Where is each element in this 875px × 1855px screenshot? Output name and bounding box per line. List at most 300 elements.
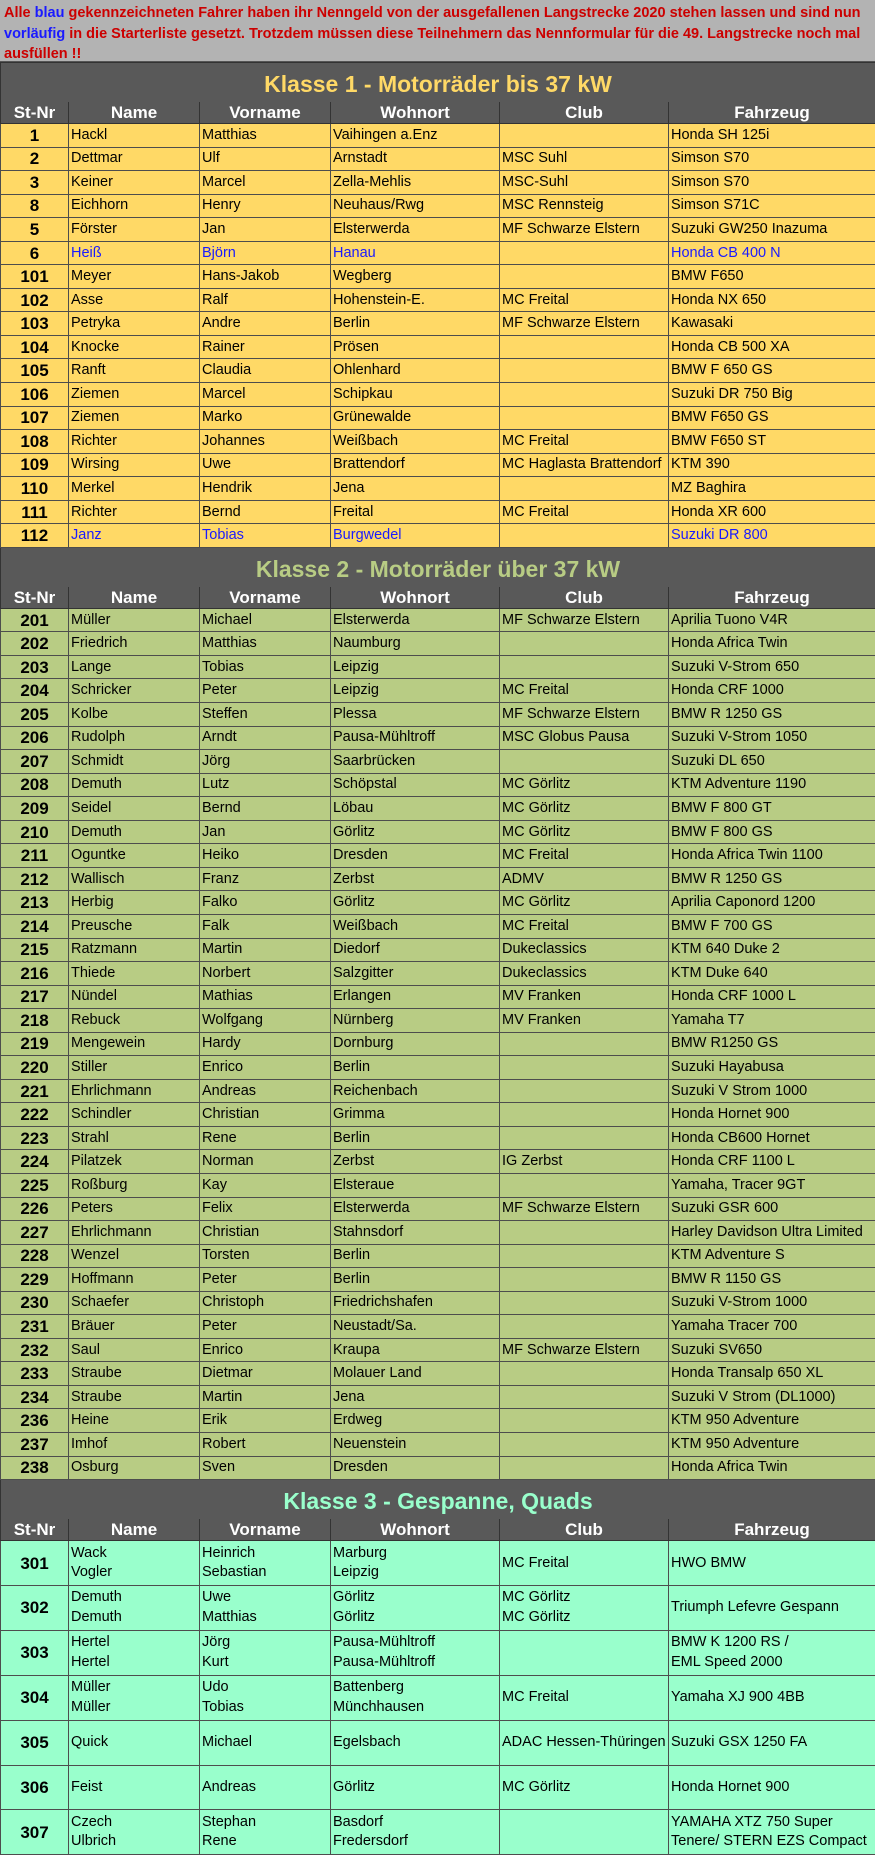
- table-row: [1, 1079, 875, 1103]
- start-number: 237: [1, 1432, 69, 1456]
- table-row: [1, 1409, 875, 1433]
- start-number: 224: [1, 1150, 69, 1174]
- cell-wohnort: Salzgitter: [331, 962, 500, 986]
- cell-name: Straube: [69, 1385, 200, 1409]
- cell-wohnort: Egelsbach: [331, 1720, 500, 1765]
- cell-fahrzeug: Simson S71C: [669, 194, 875, 218]
- cell-fahrzeug: BMW F 800 GS: [669, 820, 875, 844]
- start-number: 101: [1, 265, 69, 289]
- cell-fahrzeug: Triumph Lefevre Gespann: [669, 1585, 875, 1630]
- cell-name: Ziemen: [69, 383, 200, 407]
- cell-name: Petryka: [69, 312, 200, 336]
- cell-name: Preusche: [69, 914, 200, 938]
- table-row: [1, 1056, 875, 1080]
- cell-club: MC Freital: [500, 844, 669, 868]
- cell-name: Rebuck: [69, 1009, 200, 1033]
- start-number: 219: [1, 1032, 69, 1056]
- cell-fahrzeug: YAMAHA XTZ 750 Super Tenere/ STERN EZS Compact: [669, 1810, 875, 1855]
- cell-name: Imhof: [69, 1432, 200, 1456]
- start-number: 217: [1, 985, 69, 1009]
- cell-name: Asse: [69, 288, 200, 312]
- start-number: 214: [1, 914, 69, 938]
- cell-wohnort: Görlitz: [331, 1765, 500, 1810]
- cell-club: [500, 1079, 669, 1103]
- cell-name: Hoffmann: [69, 1268, 200, 1292]
- cell-vorname: Falko: [200, 891, 331, 915]
- cell-vorname: Heiko: [200, 844, 331, 868]
- start-number: 307: [1, 1810, 69, 1855]
- cell-vorname: Hans-Jakob: [200, 265, 331, 289]
- table-row: [1, 406, 875, 430]
- cell-fahrzeug: Simson S70: [669, 171, 875, 195]
- table-row: [1, 335, 875, 359]
- cell-vorname: Jan: [200, 820, 331, 844]
- cell-fahrzeug: BMW R 1250 GS: [669, 703, 875, 727]
- table-row: [1, 1630, 875, 1675]
- cell-fahrzeug: Suzuki SV650: [669, 1338, 875, 1362]
- cell-name: Schindler: [69, 1103, 200, 1127]
- start-number: 102: [1, 288, 69, 312]
- cell-club: [500, 265, 669, 289]
- cell-vorname: Claudia: [200, 359, 331, 383]
- cell-vorname: Arndt: [200, 726, 331, 750]
- cell-club: [500, 1315, 669, 1339]
- cell-vorname: Michael: [200, 608, 331, 632]
- class-title: Klasse 3 - Gespanne, Quads: [1, 1480, 875, 1520]
- notice-text-1: Alle: [4, 5, 35, 21]
- cell-club: [500, 406, 669, 430]
- cell-name: Janz: [69, 524, 200, 548]
- cell-vorname: Franz: [200, 867, 331, 891]
- cell-fahrzeug: Suzuki V-Strom 1000: [669, 1291, 875, 1315]
- cell-name: Oguntke: [69, 844, 200, 868]
- cell-fahrzeug: Suzuki DL 650: [669, 750, 875, 774]
- cell-fahrzeug: Yamaha XJ 900 4BB: [669, 1675, 875, 1720]
- cell-vorname: Lutz: [200, 773, 331, 797]
- column-header: Fahrzeug: [669, 102, 875, 124]
- column-header: Vorname: [200, 1519, 331, 1541]
- table-row: [1, 265, 875, 289]
- cell-vorname: Christoph: [200, 1291, 331, 1315]
- cell-club: MSC Rennsteig: [500, 194, 669, 218]
- cell-wohnort: Görlitz: [331, 820, 500, 844]
- cell-vorname: Johannes: [200, 430, 331, 454]
- cell-wohnort: Elsterwerda: [331, 1197, 500, 1221]
- table-row: [1, 1150, 875, 1174]
- cell-fahrzeug: Yamaha, Tracer 9GT: [669, 1173, 875, 1197]
- cell-fahrzeug: Kawasaki: [669, 312, 875, 336]
- cell-vorname: Rene: [200, 1126, 331, 1150]
- cell-fahrzeug: Simson S70: [669, 147, 875, 171]
- cell-vorname: Martin: [200, 938, 331, 962]
- start-number: 220: [1, 1056, 69, 1080]
- cell-club: [500, 1173, 669, 1197]
- column-header: St-Nr: [1, 1519, 69, 1541]
- start-number: 229: [1, 1268, 69, 1292]
- start-number: 301: [1, 1541, 69, 1586]
- cell-name: Nündel: [69, 985, 200, 1009]
- cell-fahrzeug: KTM Duke 640: [669, 962, 875, 986]
- table-row: [1, 1268, 875, 1292]
- cell-club: [500, 1409, 669, 1433]
- cell-vorname: Jan: [200, 218, 331, 242]
- cell-fahrzeug: KTM Adventure 1190: [669, 773, 875, 797]
- cell-fahrzeug: Honda Africa Twin: [669, 632, 875, 656]
- start-number: 5: [1, 218, 69, 242]
- cell-club: [500, 750, 669, 774]
- cell-fahrzeug: Aprilia Tuono V4R: [669, 608, 875, 632]
- table-row: [1, 1338, 875, 1362]
- cell-wohnort: Freital: [331, 500, 500, 524]
- table-row: [1, 632, 875, 656]
- cell-club: MC Görlitz: [500, 797, 669, 821]
- cell-name: Müller Müller: [69, 1675, 200, 1720]
- cell-name: Müller: [69, 608, 200, 632]
- cell-club: MC Görlitz: [500, 1765, 669, 1810]
- cell-fahrzeug: BMW R1250 GS: [669, 1032, 875, 1056]
- table-row: [1, 914, 875, 938]
- table-row: [1, 241, 875, 265]
- cell-name: Wallisch: [69, 867, 200, 891]
- cell-vorname: Felix: [200, 1197, 331, 1221]
- notice-text-2: gekennzeichneten Fahrer haben ihr Nenngeld von der ausgefallenen Langstrecke 2020 stehen lassen und sind nun: [64, 5, 860, 21]
- start-number: 211: [1, 844, 69, 868]
- start-number: 3: [1, 171, 69, 195]
- cell-club: [500, 1456, 669, 1480]
- cell-name: Demuth: [69, 773, 200, 797]
- cell-wohnort: Brattendorf: [331, 453, 500, 477]
- cell-club: MC Görlitz MC Görlitz: [500, 1585, 669, 1630]
- cell-name: Feist: [69, 1765, 200, 1810]
- cell-fahrzeug: Honda Africa Twin: [669, 1456, 875, 1480]
- start-number: 225: [1, 1173, 69, 1197]
- cell-wohnort: Prösen: [331, 335, 500, 359]
- class-title: Klasse 2 - Motorräder über 37 kW: [1, 547, 875, 587]
- cell-fahrzeug: KTM 950 Adventure: [669, 1432, 875, 1456]
- table-row: [1, 1810, 875, 1855]
- table-row: [1, 453, 875, 477]
- cell-name: Wack Vogler: [69, 1541, 200, 1586]
- cell-vorname: Jörg: [200, 750, 331, 774]
- cell-vorname: Peter: [200, 1315, 331, 1339]
- start-number: 1: [1, 124, 69, 148]
- cell-vorname: Bernd: [200, 797, 331, 821]
- cell-club: MC Freital: [500, 500, 669, 524]
- cell-wohnort: Burgwedel: [331, 524, 500, 548]
- cell-wohnort: Hohenstein-E.: [331, 288, 500, 312]
- table-row: [1, 1541, 875, 1586]
- column-header: Club: [500, 102, 669, 124]
- cell-name: Friedrich: [69, 632, 200, 656]
- table-row: [1, 867, 875, 891]
- column-header: Name: [69, 102, 200, 124]
- cell-name: Merkel: [69, 477, 200, 501]
- cell-fahrzeug: Yamaha T7: [669, 1009, 875, 1033]
- cell-name: Mengewein: [69, 1032, 200, 1056]
- notice-banner: [0, 0, 875, 62]
- cell-fahrzeug: Honda CB 400 N: [669, 241, 875, 265]
- cell-wohnort: Berlin: [331, 1268, 500, 1292]
- cell-vorname: Rainer: [200, 335, 331, 359]
- table-row: [1, 288, 875, 312]
- cell-club: MF Schwarze Elstern: [500, 312, 669, 336]
- start-number: 2: [1, 147, 69, 171]
- cell-vorname: Norbert: [200, 962, 331, 986]
- start-number: 8: [1, 194, 69, 218]
- cell-name: Saul: [69, 1338, 200, 1362]
- cell-club: ADAC Hessen-Thüringen: [500, 1720, 669, 1765]
- start-number: 306: [1, 1765, 69, 1810]
- table-row: [1, 1585, 875, 1630]
- cell-vorname: Robert: [200, 1432, 331, 1456]
- column-header-row: [1, 1519, 875, 1541]
- cell-fahrzeug: Honda CRF 1000 L: [669, 985, 875, 1009]
- cell-name: Knocke: [69, 335, 200, 359]
- table-row: [1, 1197, 875, 1221]
- cell-name: Straube: [69, 1362, 200, 1386]
- column-header-row: [1, 102, 875, 124]
- cell-vorname: Falk: [200, 914, 331, 938]
- cell-club: ADMV: [500, 867, 669, 891]
- column-header: Wohnort: [331, 102, 500, 124]
- cell-wohnort: Grünewalde: [331, 406, 500, 430]
- cell-club: [500, 1385, 669, 1409]
- cell-vorname: Kay: [200, 1173, 331, 1197]
- cell-name: Lange: [69, 655, 200, 679]
- table-row: [1, 703, 875, 727]
- table-row: [1, 844, 875, 868]
- cell-vorname: Torsten: [200, 1244, 331, 1268]
- cell-name: Ratzmann: [69, 938, 200, 962]
- cell-club: MSC Suhl: [500, 147, 669, 171]
- cell-name: Demuth: [69, 820, 200, 844]
- cell-wohnort: Friedrichshafen: [331, 1291, 500, 1315]
- table-row: [1, 773, 875, 797]
- cell-vorname: Wolfgang: [200, 1009, 331, 1033]
- cell-fahrzeug: BMW R 1250 GS: [669, 867, 875, 891]
- table-row: [1, 1675, 875, 1720]
- table-row: [1, 194, 875, 218]
- cell-fahrzeug: KTM 390: [669, 453, 875, 477]
- cell-name: Ehrlichmann: [69, 1221, 200, 1245]
- start-number: 108: [1, 430, 69, 454]
- table-row: [1, 1009, 875, 1033]
- cell-vorname: Udo Tobias: [200, 1675, 331, 1720]
- cell-club: Dukeclassics: [500, 938, 669, 962]
- table-row: [1, 820, 875, 844]
- table-row: [1, 962, 875, 986]
- table-row: [1, 1244, 875, 1268]
- table-row: [1, 655, 875, 679]
- cell-club: MF Schwarze Elstern: [500, 1338, 669, 1362]
- cell-club: MC Görlitz: [500, 820, 669, 844]
- cell-wohnort: Stahnsdorf: [331, 1221, 500, 1245]
- cell-fahrzeug: Suzuki V Strom (DL1000): [669, 1385, 875, 1409]
- cell-name: Richter: [69, 500, 200, 524]
- cell-wohnort: Arnstadt: [331, 147, 500, 171]
- cell-club: [500, 477, 669, 501]
- cell-wohnort: Reichenbach: [331, 1079, 500, 1103]
- cell-fahrzeug: Suzuki V Strom 1000: [669, 1079, 875, 1103]
- cell-club: [500, 1268, 669, 1292]
- column-header: Name: [69, 1519, 200, 1541]
- cell-fahrzeug: Honda NX 650: [669, 288, 875, 312]
- table-row: [1, 679, 875, 703]
- cell-club: MC Freital: [500, 430, 669, 454]
- cell-wohnort: Battenberg Münchhausen: [331, 1675, 500, 1720]
- table-row: [1, 1432, 875, 1456]
- start-number: 110: [1, 477, 69, 501]
- cell-fahrzeug: Suzuki DR 750 Big: [669, 383, 875, 407]
- cell-fahrzeug: MZ Baghira: [669, 477, 875, 501]
- cell-vorname: Bernd: [200, 500, 331, 524]
- cell-wohnort: Schipkau: [331, 383, 500, 407]
- cell-wohnort: Leipzig: [331, 679, 500, 703]
- cell-fahrzeug: Yamaha Tracer 700: [669, 1315, 875, 1339]
- cell-club: [500, 1032, 669, 1056]
- start-number: 106: [1, 383, 69, 407]
- start-number: 202: [1, 632, 69, 656]
- cell-fahrzeug: Suzuki V-Strom 1050: [669, 726, 875, 750]
- start-number: 109: [1, 453, 69, 477]
- cell-name: Schmidt: [69, 750, 200, 774]
- cell-vorname: Henry: [200, 194, 331, 218]
- cell-vorname: Tobias: [200, 655, 331, 679]
- cell-wohnort: Zerbst: [331, 1150, 500, 1174]
- column-header: Fahrzeug: [669, 587, 875, 609]
- table-row: [1, 1385, 875, 1409]
- start-number: 218: [1, 1009, 69, 1033]
- cell-club: [500, 1221, 669, 1245]
- start-number: 104: [1, 335, 69, 359]
- cell-name: Dettmar: [69, 147, 200, 171]
- cell-vorname: Martin: [200, 1385, 331, 1409]
- cell-name: Peters: [69, 1197, 200, 1221]
- start-number: 204: [1, 679, 69, 703]
- cell-wohnort: Erlangen: [331, 985, 500, 1009]
- cell-name: Förster: [69, 218, 200, 242]
- cell-fahrzeug: Honda CB 500 XA: [669, 335, 875, 359]
- cell-wohnort: Görlitz: [331, 891, 500, 915]
- cell-fahrzeug: Honda Hornet 900: [669, 1103, 875, 1127]
- cell-wohnort: Dornburg: [331, 1032, 500, 1056]
- cell-vorname: Hendrik: [200, 477, 331, 501]
- start-number: 304: [1, 1675, 69, 1720]
- table-row: [1, 1720, 875, 1765]
- cell-club: MC Freital: [500, 679, 669, 703]
- cell-vorname: Enrico: [200, 1338, 331, 1362]
- start-number: 223: [1, 1126, 69, 1150]
- table-row: [1, 383, 875, 407]
- cell-vorname: Uwe Matthias: [200, 1585, 331, 1630]
- table-row: [1, 797, 875, 821]
- start-number: 236: [1, 1409, 69, 1433]
- cell-vorname: Enrico: [200, 1056, 331, 1080]
- cell-wohnort: Saarbrücken: [331, 750, 500, 774]
- cell-wohnort: Neuhaus/Rwg: [331, 194, 500, 218]
- cell-vorname: Marko: [200, 406, 331, 430]
- cell-fahrzeug: Honda CB600 Hornet: [669, 1126, 875, 1150]
- cell-fahrzeug: Aprilia Caponord 1200: [669, 891, 875, 915]
- cell-fahrzeug: BMW F650: [669, 265, 875, 289]
- cell-name: Kolbe: [69, 703, 200, 727]
- cell-fahrzeug: Honda XR 600: [669, 500, 875, 524]
- table-row: [1, 1103, 875, 1127]
- table-row: [1, 891, 875, 915]
- start-number: 231: [1, 1315, 69, 1339]
- cell-fahrzeug: KTM 950 Adventure: [669, 1409, 875, 1433]
- cell-club: MC Freital: [500, 1541, 669, 1586]
- cell-wohnort: Hanau: [331, 241, 500, 265]
- cell-name: Pilatzek: [69, 1150, 200, 1174]
- start-number: 105: [1, 359, 69, 383]
- cell-fahrzeug: BMW F 700 GS: [669, 914, 875, 938]
- cell-fahrzeug: Harley Davidson Ultra Limited: [669, 1221, 875, 1245]
- cell-wohnort: Jena: [331, 1385, 500, 1409]
- cell-fahrzeug: Honda CRF 1100 L: [669, 1150, 875, 1174]
- cell-wohnort: Leipzig: [331, 655, 500, 679]
- cell-name: Roßburg: [69, 1173, 200, 1197]
- table-row: [1, 124, 875, 148]
- cell-name: Ziemen: [69, 406, 200, 430]
- cell-name: Keiner: [69, 171, 200, 195]
- cell-club: [500, 1630, 669, 1675]
- column-header: Vorname: [200, 587, 331, 609]
- cell-fahrzeug: BMW F 800 GT: [669, 797, 875, 821]
- cell-club: [500, 1126, 669, 1150]
- cell-vorname: Jörg Kurt: [200, 1630, 331, 1675]
- start-number: 305: [1, 1720, 69, 1765]
- start-number: 222: [1, 1103, 69, 1127]
- cell-club: [500, 1103, 669, 1127]
- cell-name: Seidel: [69, 797, 200, 821]
- cell-wohnort: Erdweg: [331, 1409, 500, 1433]
- column-header: Vorname: [200, 102, 331, 124]
- table-row: [1, 1032, 875, 1056]
- cell-vorname: Erik: [200, 1409, 331, 1433]
- start-number: 227: [1, 1221, 69, 1245]
- starter-list-table: [0, 62, 875, 1855]
- cell-wohnort: Diedorf: [331, 938, 500, 962]
- cell-wohnort: Schöpstal: [331, 773, 500, 797]
- cell-vorname: Uwe: [200, 453, 331, 477]
- cell-wohnort: Grimma: [331, 1103, 500, 1127]
- start-number: 230: [1, 1291, 69, 1315]
- cell-name: Schaefer: [69, 1291, 200, 1315]
- start-number: 103: [1, 312, 69, 336]
- cell-name: Wirsing: [69, 453, 200, 477]
- start-number: 6: [1, 241, 69, 265]
- start-number: 208: [1, 773, 69, 797]
- cell-fahrzeug: Honda Transalp 650 XL: [669, 1362, 875, 1386]
- cell-vorname: Björn: [200, 241, 331, 265]
- cell-wohnort: Dresden: [331, 844, 500, 868]
- cell-wohnort: Pausa-Mühltroff: [331, 726, 500, 750]
- cell-wohnort: Pausa-Mühltroff Pausa-Mühltroff: [331, 1630, 500, 1675]
- start-number: 234: [1, 1385, 69, 1409]
- cell-name: Demuth Demuth: [69, 1585, 200, 1630]
- cell-wohnort: Kraupa: [331, 1338, 500, 1362]
- cell-wohnort: Weißbach: [331, 430, 500, 454]
- cell-club: MC Görlitz: [500, 891, 669, 915]
- cell-vorname: Peter: [200, 679, 331, 703]
- cell-name: Ranft: [69, 359, 200, 383]
- cell-vorname: Tobias: [200, 524, 331, 548]
- column-header: Wohnort: [331, 587, 500, 609]
- table-row: [1, 726, 875, 750]
- start-number: 213: [1, 891, 69, 915]
- start-number: 232: [1, 1338, 69, 1362]
